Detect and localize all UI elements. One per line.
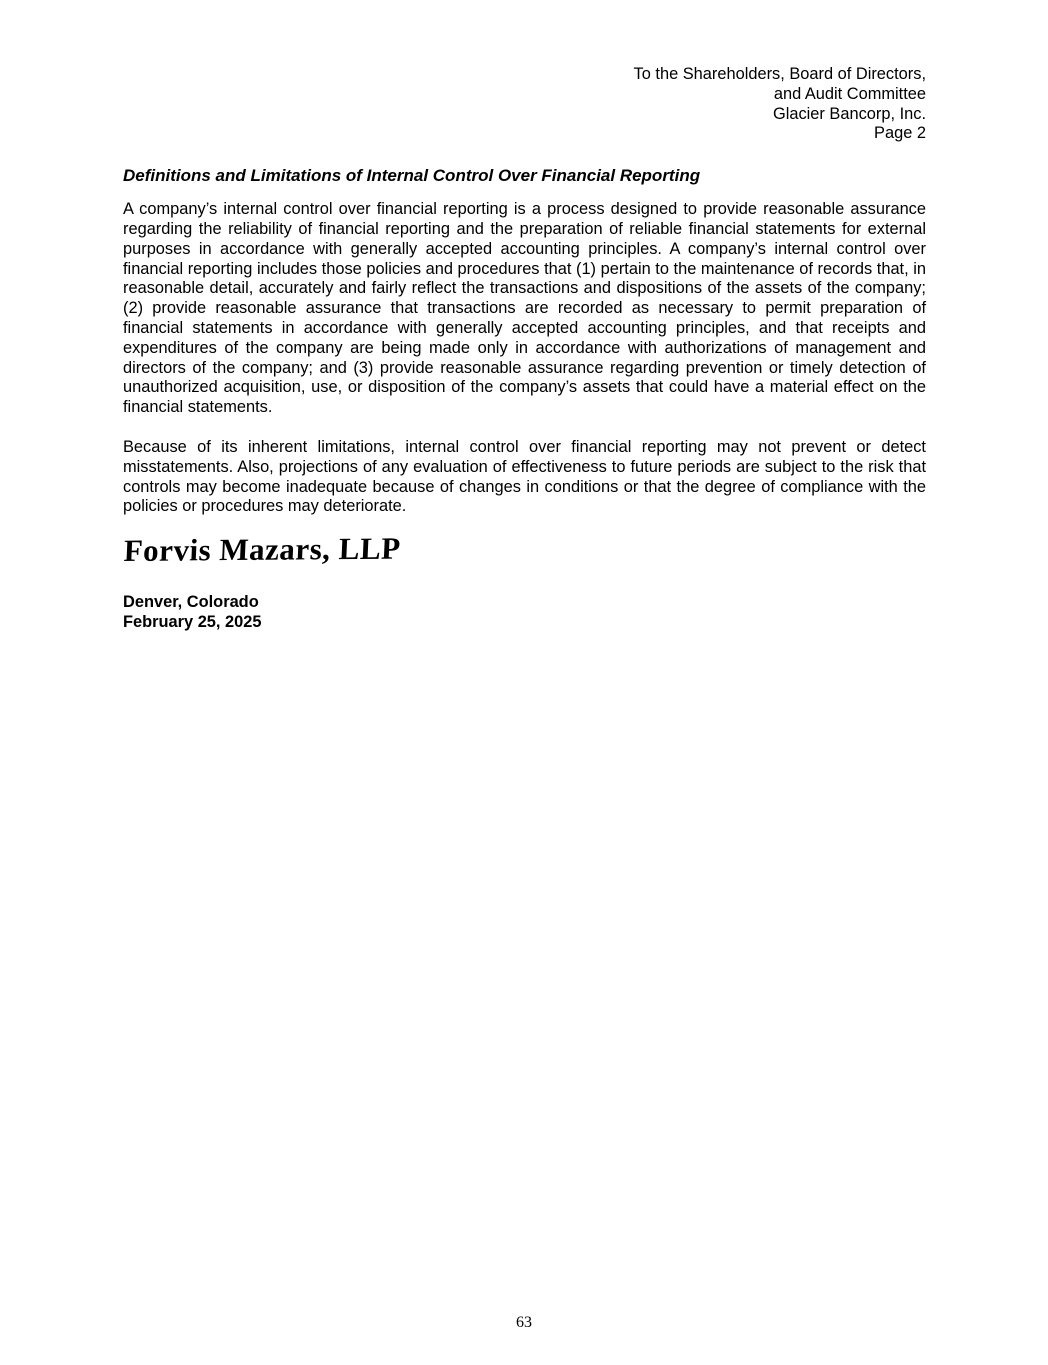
addressee-line: To the Shareholders, Board of Directors, [633,65,926,83]
body-paragraph: Because of its inherent limitations, internal control over financial reporting may not prevent or detect misstatements. Also, projections of any evaluation of effectiveness to future periods are subject to the risk that controls may become inadequate because of changes in conditions or that the degree of compliance with the policies or procedures may deteriorate. [123,437,926,516]
sign-off-date: February 25, 2025 [123,612,262,631]
addressee-line: Glacier Bancorp, Inc. [772,104,926,123]
page-number: 63 [516,1314,532,1331]
sign-off-location: Denver, Colorado [123,593,259,612]
auditor-signature: Forvis Mazars, LLP [123,530,402,569]
addressee-line: and Audit Committee [773,84,926,103]
body-paragraph: A company’s internal control over financial reporting is a process designed to provide reasonable assurance regarding the reliability of financial reporting and the preparation of reliable financial statements for external purposes in accordance with generally accepted accounting principles. A company’s internal control over financial reporting includes those policies and procedures that (1) pertain to the maintenance of records that, in reasonable detail, accurately and fairly reflect the transactions and dispositions of the assets of the company; (2) provide reasonable assurance that transactions are recorded as necessary to permit preparation of financial statements in accordance with generally accepted accounting principles, and that receipts and expenditures of the company are being made only in accordance with authorizations of management and directors of the company; and (3) provide reasonable assurance regarding prevention or timely detection of unauthorized acquisition, use, or disposition of the company’s assets that could have a material effect on the financial statements. [123,200,926,417]
sign-off-block [123,593,926,633]
addressee-header [123,65,926,144]
page-content [123,65,926,633]
section-heading: Definitions and Limitations of Internal Control Over Financial Reporting [123,166,701,186]
page-2-label: Page 2 [874,124,926,143]
